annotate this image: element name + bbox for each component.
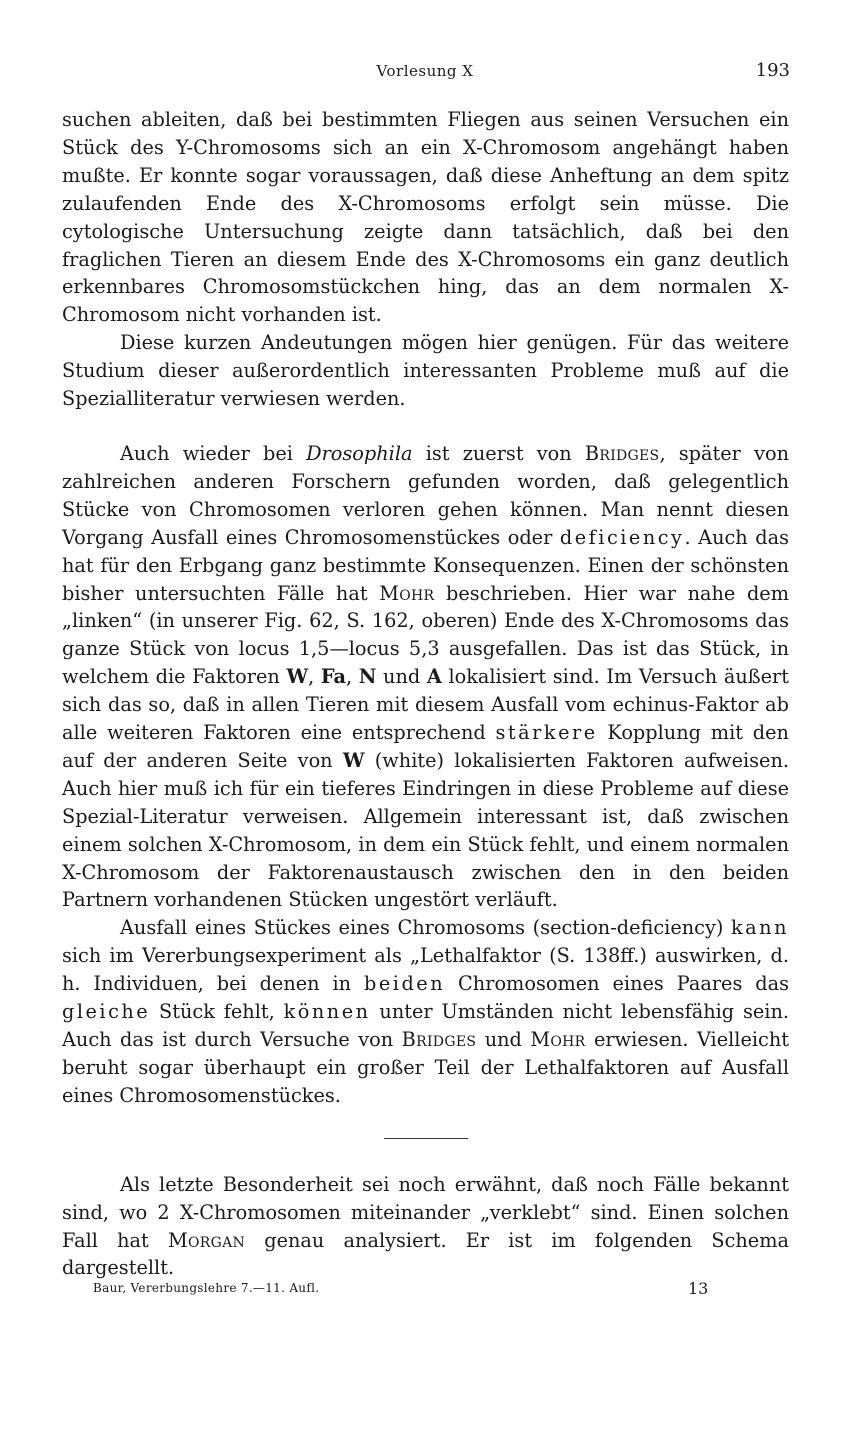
term-spaced: können bbox=[283, 1000, 371, 1024]
text-run: erwiesen. Vielleicht beruht sogar überhaupt ein großer Teil der Lethalfaktoren auf Ausfall eines Chromosomenstückes. bbox=[62, 1028, 790, 1107]
term-spaced: gleiche bbox=[62, 1000, 151, 1024]
text-run: , bbox=[308, 665, 321, 689]
author-name-smallcaps: Morgan bbox=[167, 1228, 246, 1252]
term-spaced: deficiency bbox=[559, 525, 685, 549]
page-number: 193 bbox=[755, 60, 790, 81]
author-name-smallcaps: Mohr bbox=[530, 1028, 586, 1051]
sheet-number: 13 bbox=[688, 1279, 709, 1298]
section-divider-rule bbox=[384, 1138, 468, 1139]
text-run: , bbox=[346, 665, 359, 689]
species-name-italic: Drosophila bbox=[306, 441, 413, 465]
text-run: Auch wieder bei bbox=[120, 441, 307, 465]
author-name-smallcaps: Bridges bbox=[584, 441, 660, 465]
text-run: ist zuerst von bbox=[412, 441, 585, 465]
text-run: Kopplung mit den auf der anderen Seite von bbox=[62, 721, 789, 772]
factor-symbol-bold: W bbox=[286, 665, 309, 689]
text-run: genau analysiert. Er ist im folgenden Schema dargestellt. bbox=[62, 1228, 789, 1280]
text-run: , später von zahlreichen anderen Forschern gefunden worden, daß gelegentlich Stücke von Chromosomen verloren gehen können. Man nennt diesen Vorgang Ausfall eines Chromosomenstückes oder bbox=[62, 441, 790, 549]
text-run: lokalisiert sind. Im Versuch äußert sich das so, daß in allen Tieren mit diesem Ausfall vom echinus-Faktor ab alle weiteren Faktoren eine entsprechend bbox=[62, 665, 790, 745]
text-run: Als letzte Besonderheit sei noch erwähnt, daß noch Fälle bekannt sind, wo 2 X-Chromosomen miteinander „verklebt“ sind. Einen solchen Fall hat bbox=[62, 1172, 789, 1252]
text-run: sich im Vererbungsexperiment als „Lethalfaktor (S. 138ff.) auswirken, d. h. Individuen, bei denen in bbox=[62, 944, 789, 996]
text-run: . Auch das hat für den Erbgang ganz bestimmte Konsequenzen. Einen der schönsten bisher untersuchten Fälle hat bbox=[62, 525, 790, 605]
paragraph-closing-remark: Diese kurzen Andeutungen mögen hier genügen. Für das weitere Studium dieser außerordentlich interessanten Probleme muß auf die Spezialliteratur verwiesen werden. bbox=[62, 331, 789, 411]
factor-symbol-bold: A bbox=[426, 665, 442, 689]
text-run: (white) lokalisierten Faktoren aufweisen. Auch hier muß ich für ein tieferes Eindringen in diese Probleme auf diese Spezial-Literatur verweisen. Allgemein interessant ist, daß zwischen einem solchen X-Chromosom, in dem ein Stück fehlt, und einem normalen X-Chromosom der Faktorenaustausch zwischen den in den beiden Partnern vorhandenen Stücken ungestört verläuft. bbox=[62, 748, 789, 912]
term-spaced: kann bbox=[730, 916, 789, 940]
text-run: Ausfall eines Stückes eines Chromosoms (section-deficiency) bbox=[120, 916, 731, 940]
paragraph-attached-x bbox=[62, 1171, 789, 1283]
section-gap bbox=[62, 413, 789, 440]
author-name-smallcaps: Bridges bbox=[401, 1028, 477, 1051]
term-spaced: beiden bbox=[364, 972, 446, 996]
text-run: Chromosomen eines Paares das bbox=[445, 972, 789, 996]
term-spaced: stärkere bbox=[495, 721, 598, 745]
text-run: unter Umständen nicht lebensfähig sein. Auch das ist durch Versuche von bbox=[62, 1000, 789, 1051]
factor-symbol-bold: N bbox=[358, 665, 377, 689]
paragraph-continued: suchen ableiten, daß bei bestimmten Fliegen aus seinen Versuchen ein Stück des Y-Chromosoms sich an ein X-Chromosom angehängt haben mußte. Er konnte sogar voraussagen, daß diese Anheftung an dem spitz zulaufenden Ende des X-Chromosoms erfolgt sein müsse. Die cytologische Untersuchung zeigte dann tatsächlich, daß bei den fraglichen Tieren an diesem Ende des X-Chromosoms ein ganz deutlich erkennbares Chromosomstückchen hing, das an dem normalen X-Chromosom nicht vorhanden ist. bbox=[62, 108, 789, 327]
text-run: Stück fehlt, bbox=[150, 1000, 284, 1024]
printer-signature: Baur, Vererbungslehre 7.—11. Aufl. bbox=[93, 1281, 320, 1295]
factor-symbol-bold: W bbox=[342, 748, 365, 772]
paragraph-section-deficiency bbox=[62, 914, 789, 1109]
text-run: und bbox=[376, 665, 427, 689]
factor-symbol-bold: Fa bbox=[320, 665, 347, 689]
paragraph-deficiency bbox=[62, 440, 789, 914]
text-run: beschrieben. Hier war nahe dem „linken“ (in unserer Fig. 62, S. 162, oberen) Ende des X-Chromosoms das ganze Stück von locus 1,5—locus 5,3 ausgefallen. Das ist das Stück, in welchem die Faktoren bbox=[62, 581, 789, 689]
author-name-smallcaps: Mohr bbox=[379, 581, 435, 605]
text-run: und bbox=[476, 1028, 531, 1051]
running-title: Vorlesung X bbox=[376, 62, 474, 80]
body-text bbox=[62, 106, 789, 1282]
